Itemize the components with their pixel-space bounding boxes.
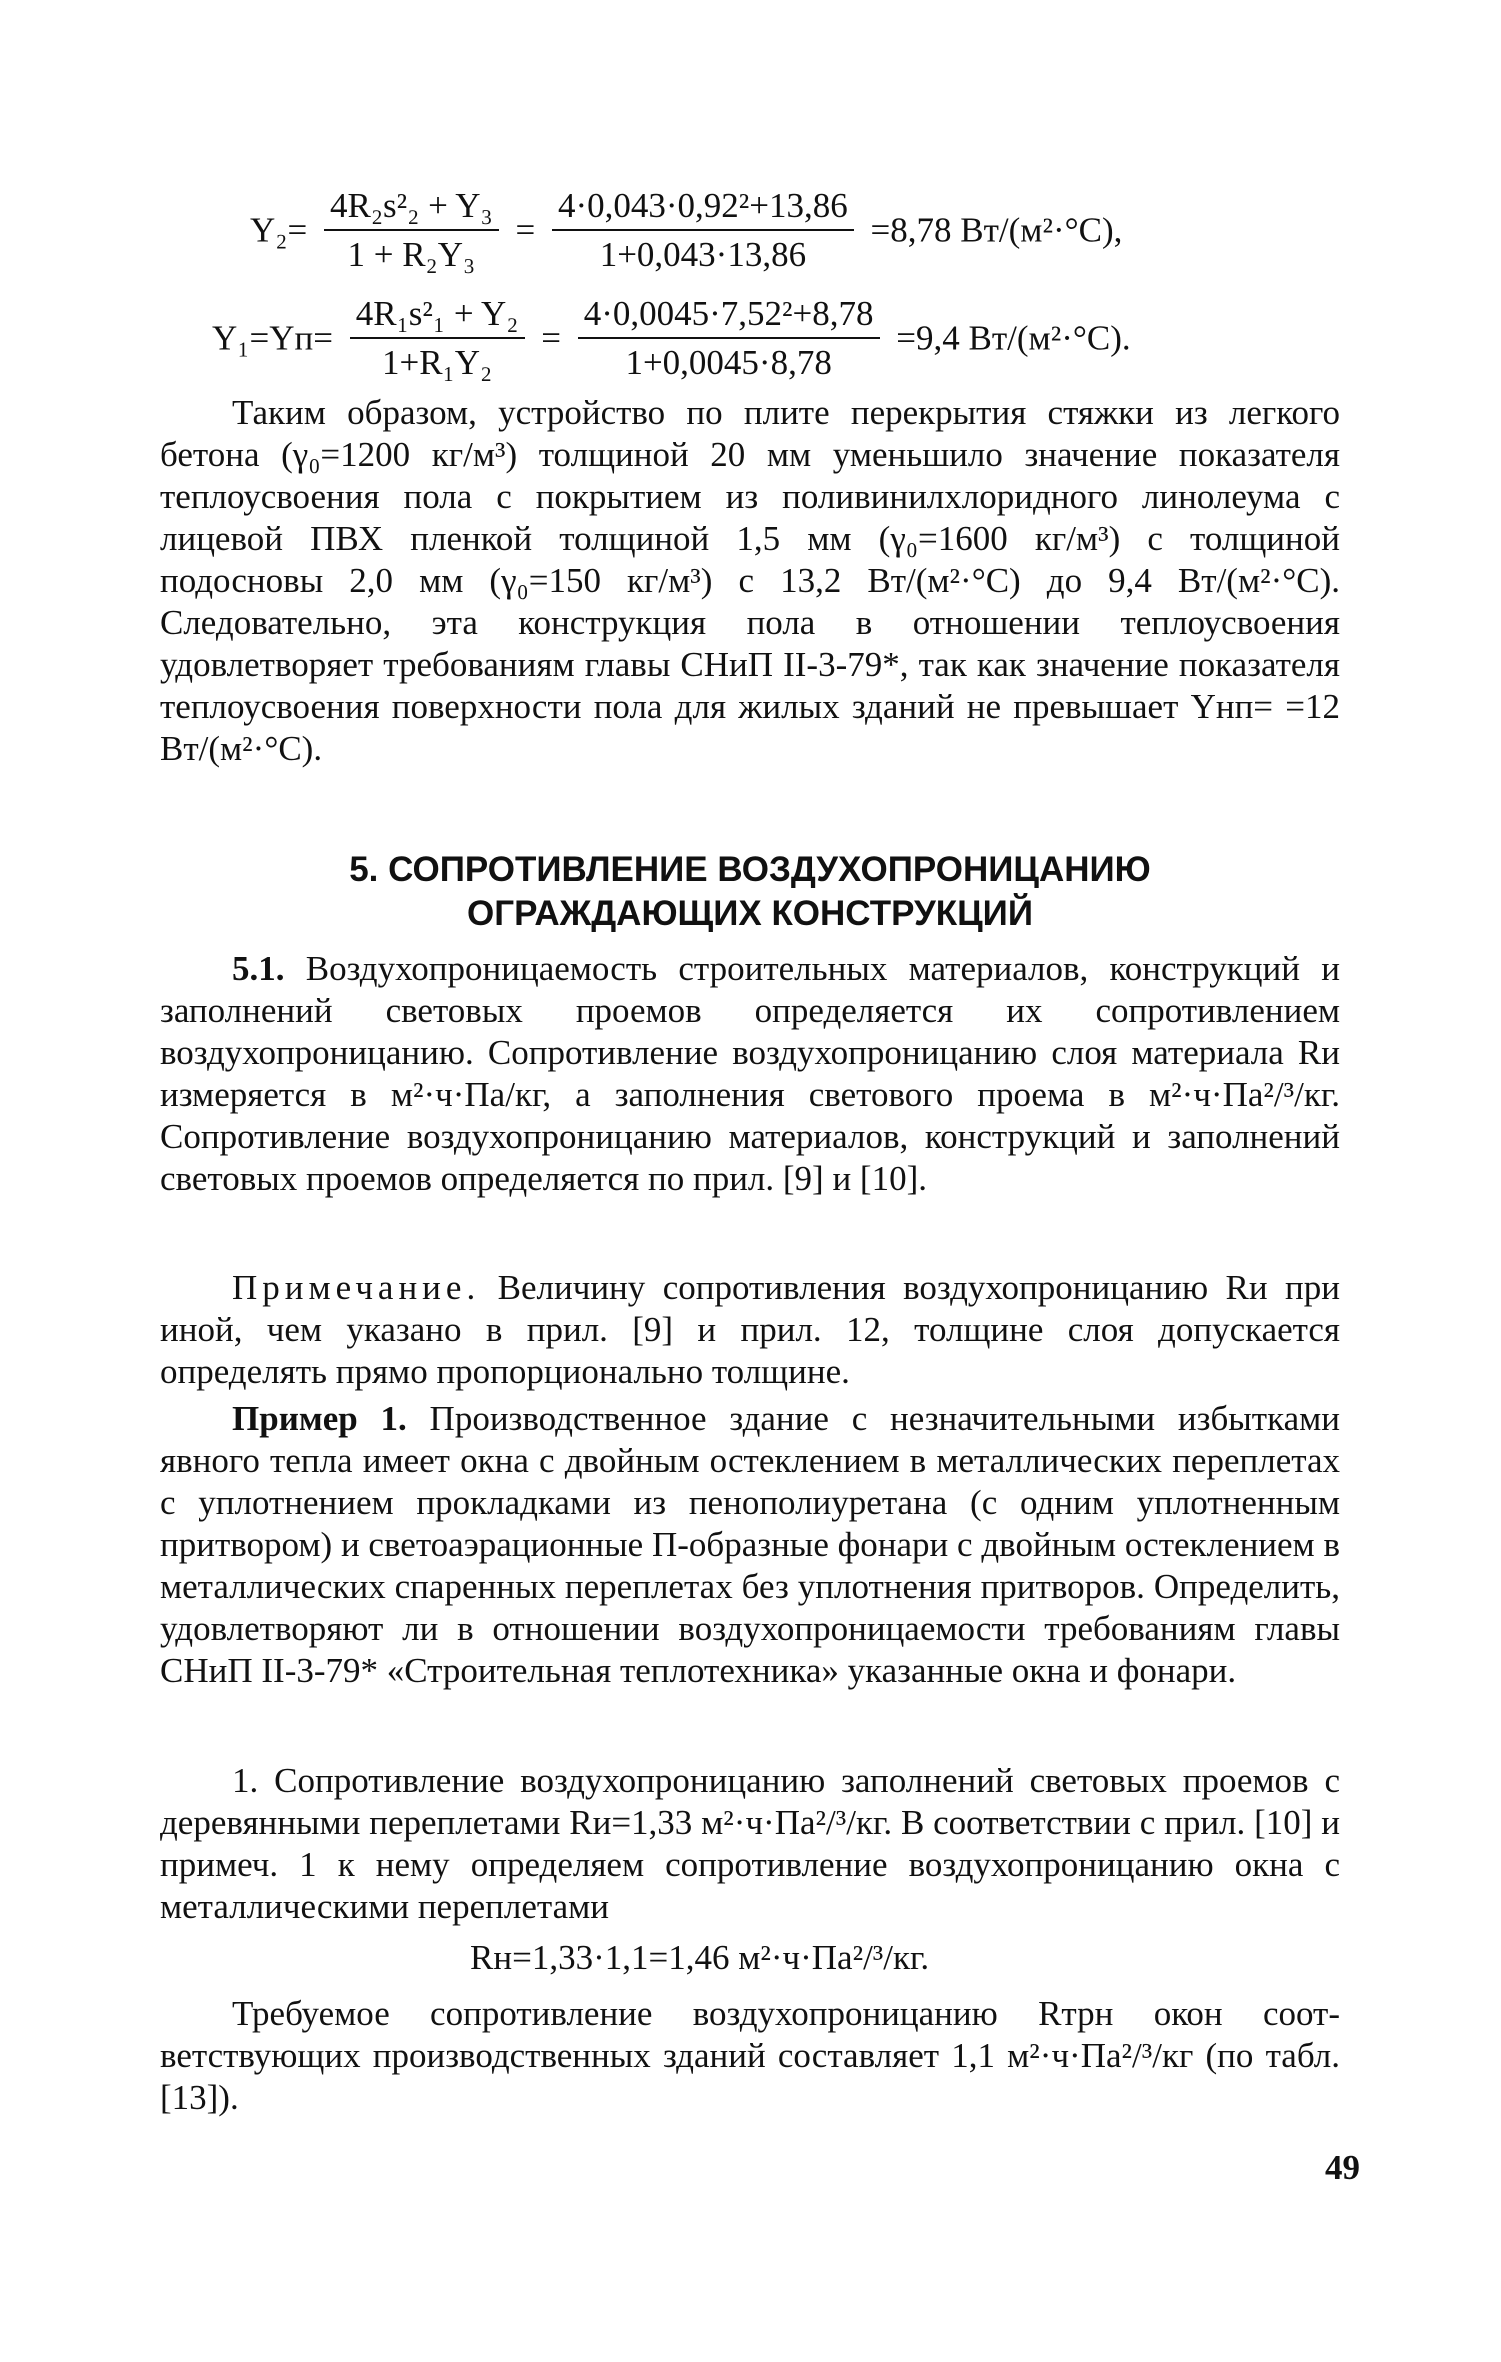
formula-y2-numeric-numerator: 4·0,043·0,92²+13,86 bbox=[552, 188, 854, 231]
formula-y1-result: =9,4 Вт/(м²·°С). bbox=[896, 318, 1131, 358]
formula-y2-numeric-denominator: 1+0,043·13,86 bbox=[599, 235, 807, 274]
paragraph-5-1-text: Воздухопроницаемость строительных материалов, конструкций и заполнений световых проемов определяется их сопротивлением воздухопроницанию. Сопротивление воздухопроницанию слоя материала Rи измеряется в м²·ч·Па/кг, а заполнения светового проема в м²·ч·Па²/³/кг. Сопротивление воздухопроницанию материалов, конструкций и заполнений световых проемов определяется по прил. [9] и [10]. bbox=[160, 949, 1340, 1198]
equals-sign: = bbox=[515, 210, 536, 250]
paragraph-step-1: 1. Сопротивление воздухопроницанию заполнений световых проемов с деревянными переплетами Rи=1,33 м²·ч·Па²/³/кг. В соответствии с прил. [10] и примеч. 1 к нему определяем сопротивление воздухопроницанию окна с металлическими переплетами bbox=[160, 1761, 1340, 1926]
note-text: Величину сопротивления воздухопроницанию Rи при иной, чем указано в прил. [9] и прил. 12, толщине слоя допускается определять прямо пропорционально толщине. bbox=[160, 1268, 1341, 1391]
required-text-2: ветствующих производственных зданий составляет 1,1 м²·ч·Па²/³/кг (по табл. [13]). bbox=[160, 2036, 1340, 2117]
formula-y2-result: =8,78 Вт/(м²·°С), bbox=[870, 210, 1123, 250]
formula-y1-numeric-numerator: 4·0,0045·7,52²+8,78 bbox=[578, 296, 880, 339]
formula-y2-denominator: 1 + R₂Y₃ bbox=[347, 235, 476, 274]
required-text-1: Требуемое сопротивление воздухопроницанию Rтрн окон соот- bbox=[232, 1994, 1340, 2033]
section-heading bbox=[160, 848, 1340, 936]
formula-y1-fraction-numeric bbox=[578, 296, 880, 380]
formula-y2-fraction-symbolic bbox=[324, 188, 499, 272]
formula-y1-denominator: 1+R₁Y₂ bbox=[381, 343, 493, 382]
formula-y1 bbox=[212, 296, 1131, 380]
section-heading-line-2: ОГРАЖДАЮЩИХ КОНСТРУКЦИЙ bbox=[467, 894, 1033, 933]
formula-rn: Rн=1,33·1,1=1,46 м²·ч·Па²/³/кг. bbox=[470, 1938, 930, 1977]
example-text: Производственное здание с незначительными избытками явного тепла имеет окна с двойным остеклением в металлических переплетах с уплотнением прокладками из пенополиуретана (с одним уплотненным притвором) и светоаэрационные П-образные фонари с двойным остеклением в металлических спаренных переплетах без уплотнения притворов. Определить, удовлетворяют ли в отношении воздухопроницаемости требованиям главы СНиП II-3-79* «Строительная теплотехника» указанные окна и фонари. bbox=[160, 1399, 1340, 1690]
formula-y2 bbox=[250, 188, 1122, 272]
formula-y1-fraction-symbolic bbox=[350, 296, 525, 380]
paragraph-example bbox=[160, 1398, 1340, 1692]
equals-sign: = bbox=[541, 318, 561, 358]
formula-y1-lhs: Y₁=Yп= bbox=[212, 318, 333, 358]
section-heading-line-1: 5. СОПРОТИВЛЕНИЕ ВОЗДУХОПРОНИЦАНИЮ bbox=[349, 850, 1151, 889]
example-label: Пример 1. bbox=[232, 1399, 407, 1438]
formula-y1-numerator: 4R₁s²₁ + Y₂ bbox=[350, 296, 525, 339]
page-number: 49 bbox=[1325, 2148, 1360, 2187]
formula-y2-lhs: Y₂= bbox=[250, 210, 308, 250]
formula-y1-numeric-denominator: 1+0,0045·8,78 bbox=[625, 343, 832, 382]
note-label: Примечание. bbox=[232, 1268, 481, 1307]
formula-y2-fraction-numeric bbox=[552, 188, 854, 272]
paragraph-note bbox=[160, 1267, 1340, 1393]
paragraph-required bbox=[160, 1993, 1340, 2119]
paragraph-5-1 bbox=[160, 948, 1340, 1200]
paragraph-5-1-label: 5.1. bbox=[232, 949, 285, 988]
formula-y2-numerator: 4R₂s²₂ + Y₃ bbox=[324, 188, 499, 231]
paragraph-conclusion: Таким образом, устройство по плите перекрытия стяжки из легкого бетона (γ₀=1200 кг/м³) толщиной 20 мм уменьшило значение показателя теплоусвоения пола с покрытием из поливинилхлоридного линолеума с лицевой ПВХ пленкой толщиной 1,5 мм (γ₀=1600 кг/м³) с толщиной подосновы 2,0 мм (γ₀=150 кг/м³) с 13,2 Вт/(м²·°С) до 9,4 Вт/(м²·°С). Следовательно, эта конструкция пола в отношении теплоусвоения удовлетворяет требованиям главы СНиП II-3-79*, так как значение показателя теплоусвоения поверхности пола для жилых зданий не превышает Yнп= =12 Вт/(м²·°С). bbox=[160, 393, 1340, 768]
